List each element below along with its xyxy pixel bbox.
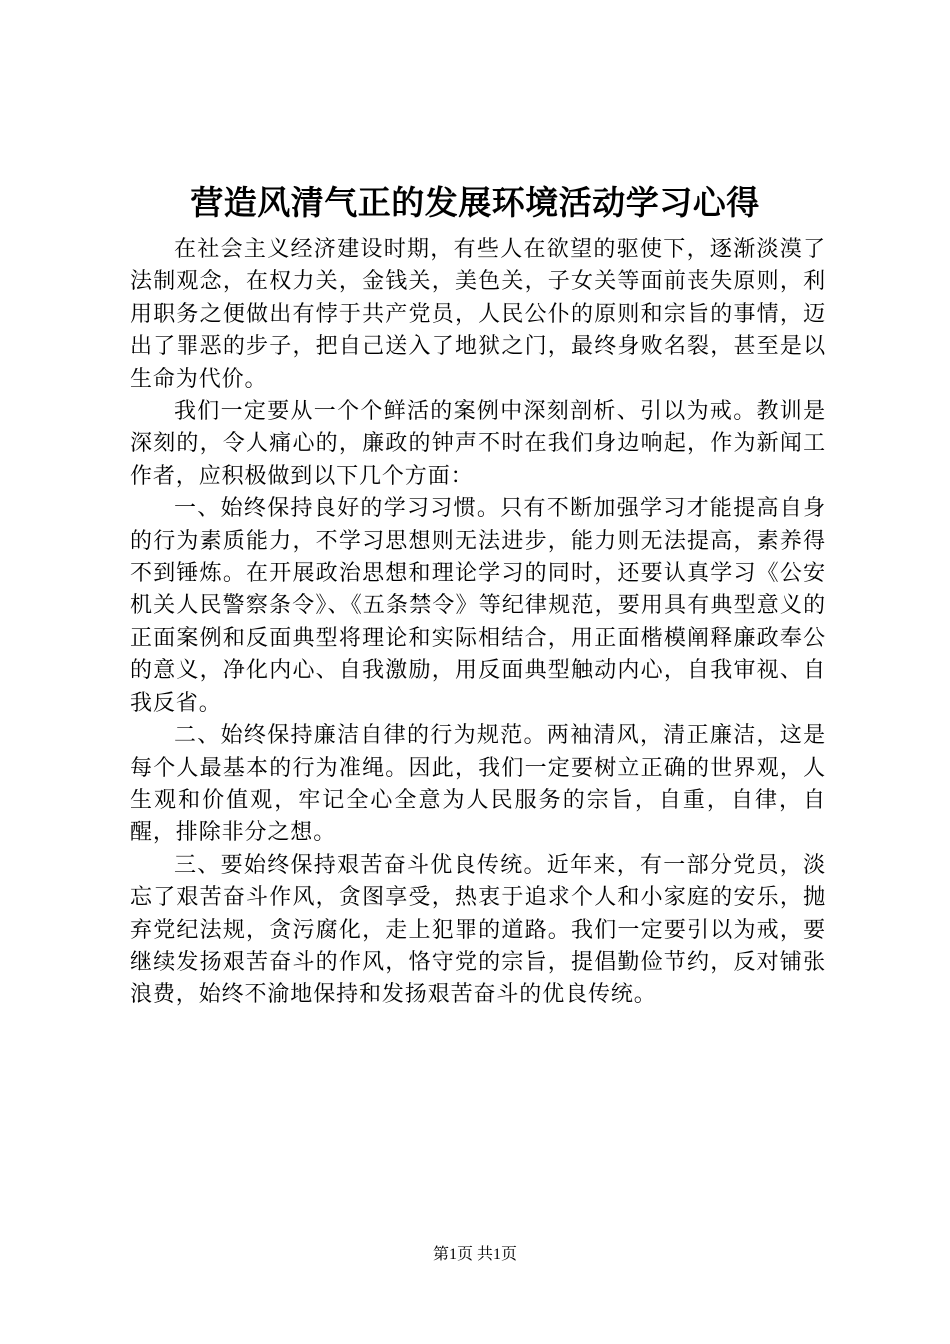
document-title: 营造风清气正的发展环境活动学习心得	[190, 183, 760, 222]
paragraph-point-one: 一、始终保持良好的学习习惯。只有不断加强学习才能提高自身的行为素质能力，不学习思想则无法进步，能力则无法提高，素养得不到锤炼。在开展政治思想和理论学习的同时，还要认真学习《公安机关人民警察条令》、《五条禁令》等纪律规范，要用具有典型意义的正面案例和反面典型将理论和实际相结合，用正面楷模阐释廉政奉公的意义，净化内心、自我激励，用反面典型触动内心，自我审视、自我反省。	[130, 496, 826, 716]
paragraph-point-two: 二、始终保持廉洁自律的行为规范。两袖清风，清正廉洁，这是每个人最基本的行为准绳。因此，我们一定要树立正确的世界观，人生观和价值观，牢记全心全意为人民服务的宗旨，自重，自律，自醒，排除非分之想。	[130, 723, 826, 846]
document-body	[130, 234, 826, 1012]
paragraph-intro: 在社会主义经济建设时期，有些人在欲望的驱使下，逐渐淡漠了法制观念，在权力关，金钱关，美色关，子女关等面前丧失原则，利用职务之便做出有悖于共产党员，人民公仆的原则和宗旨的事情，迈出了罪恶的步子，把自己送入了地狱之门，最终身败名裂，甚至是以生命为代价。	[130, 237, 826, 392]
paragraph-lesson: 我们一定要从一个个鲜活的案例中深刻剖析、引以为戒。教训是深刻的，令人痛心的，廉政的钟声不时在我们身边响起，作为新闻工作者，应积极做到以下几个方面：	[130, 399, 826, 489]
paragraph-point-three: 三、要始终保持艰苦奋斗优良传统。近年来，有一部分党员，淡忘了艰苦奋斗作风，贪图享受，热衷于追求个人和小家庭的安乐，抛弃党纪法规，贪污腐化，走上犯罪的道路。我们一定要引以为戒，要继续发扬艰苦奋斗的作风，恪守党的宗旨，提倡勤俭节约，反对铺张浪费，始终不渝地保持和发扬艰苦奋斗的优良传统。	[130, 852, 826, 1008]
page-footer: 第1页 共1页	[432, 1246, 517, 1263]
